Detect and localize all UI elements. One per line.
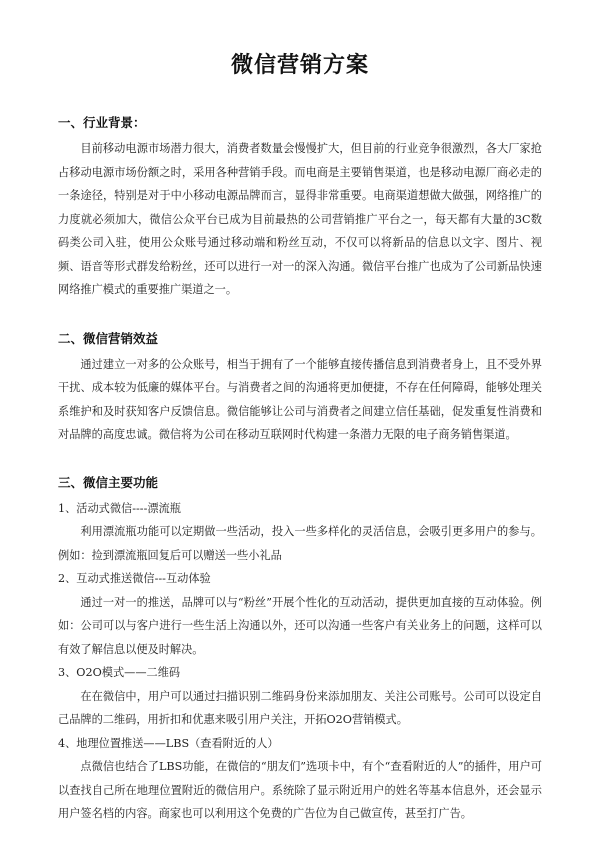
feature-title: 3、O2O模式——二维码 (58, 666, 181, 679)
feature-description: 通过一对一的推送，品牌可以与“粉丝”开展个性化的互动活动，提供更加直接的互动体验。例如：公司可以与客户进行一些生活上沟通以外，还可以沟通一些客户有关业务上的问题，这样可以有效了解信息以便及时解决。 (58, 595, 542, 656)
section-heading: 一、行业背景： (58, 115, 146, 130)
section-industry-background (58, 113, 542, 302)
section-heading: 三、微信主要功能 (58, 474, 159, 490)
feature-description: 利用漂流瓶功能可以定期做一些活动，投入一些多样化的灵活信息，会吸引更多用户的参与。例如：捡到漂流瓶回复后可以赠送一些小礼品 (58, 525, 542, 562)
feature-title: 1、活动式微信----漂流瓶 (58, 501, 181, 515)
section-paragraph: 通过建立一对多的公众账号，相当于拥有了一个能够直接传播信息到消费者身上，且不受外界干扰、成本较为低廉的媒体平台。与消费者之间的沟通将更加便捷，不存在任何障碍，能够处理关系维护和及时获知客户反馈信息。微信能够让公司与消费者之间建立信任基础，促发重复性消费和对品牌的高度忠诚。微信将为公司在移动互联网时代构建一条潜力无限的电子商务销售渠道。 (58, 357, 542, 441)
feature-description: 点微信也结合了LBS功能，在微信的“朋友们”选项卡中，有个“查看附近的人”的插件，用户可以查找自己所在地理位置附近的微信用户。系统除了显示附近用户的姓名等基本信息外，还会显示用户签名档的内容。商家也可以利用这个免费的广告位为自己做宣传，甚至打广告。 (58, 760, 542, 820)
section-main-functions (58, 473, 542, 826)
feature-description: 在在微信中，用户可以通过扫描识别二维码身份来添加朋友、关注公司账号。公司可以设定自己品牌的二维码，用折扣和优惠来吸引用户关注，开拓O2O营销模式。 (58, 689, 542, 726)
section-heading: 二、微信营销效益 (58, 330, 159, 346)
section-marketing-benefits (58, 329, 542, 447)
document-title: 微信营销方案 (230, 53, 369, 78)
section-paragraph: 目前移动电源市场潜力很大，消费者数量会慢慢扩大，但目前的行业竞争很激烈，各大厂家抢占移动电源市场份额之时，采用各种营销手段。而电商是主要销售渠道，也是移动电源厂商必走的一条途径，特别是对于中小移动电源品牌而言，显得非常重要。电商渠道想做大做强，网络推广的力度就必须加大，微信公众平台已成为目前最热的公司营销推广平台之一，每天都有大量的3C数码类公司入驻，使用公众账号通过移动端和粉丝互动，不仅可以将新品的信息以文字、图片、视频、语音等形式群发给粉丝，还可以进行一对一的深入沟通。微信平台推广也成为了公司新品快速网络推广模式的重要推广渠道之一。 (58, 142, 542, 296)
feature-title: 4、地理位置推送——LBS（查看附近的人） (58, 736, 279, 750)
feature-title: 2、互动式推送微信---互动体验 (58, 572, 211, 585)
